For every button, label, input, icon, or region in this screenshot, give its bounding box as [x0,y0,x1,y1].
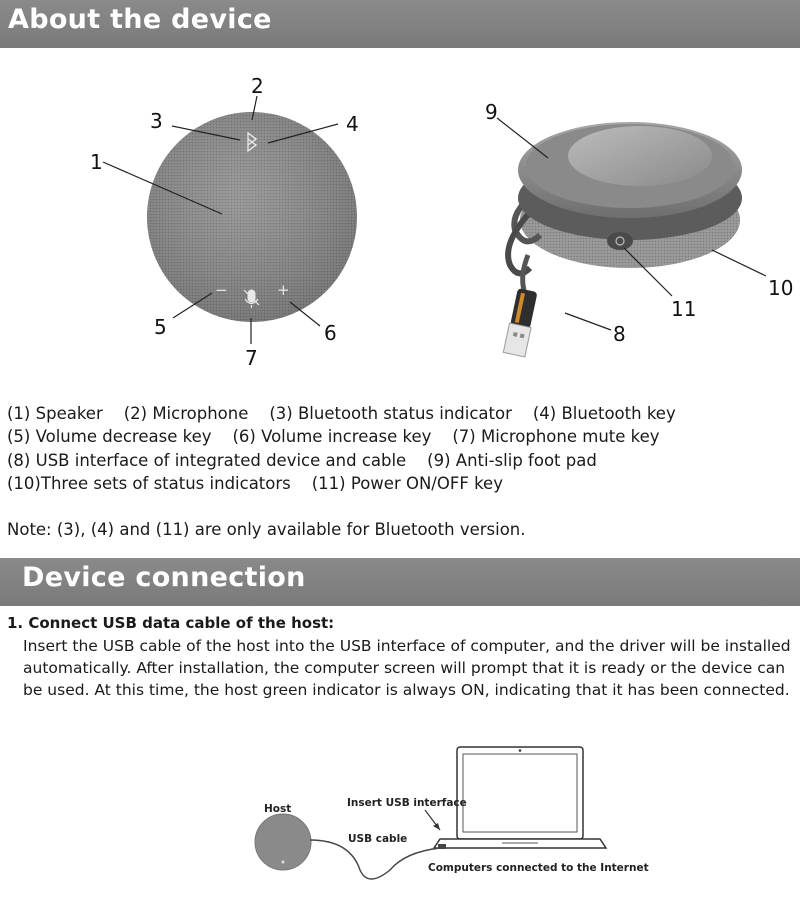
host-label: Host [264,803,292,815]
callout-3: 3 [150,109,163,133]
callout-6: 6 [324,321,337,345]
callout-10: 10 [768,276,794,300]
callout-2: 2 [251,74,264,98]
callout-5: 5 [154,315,167,339]
insert-usb-label: Insert USB interface [347,797,467,809]
step1-title: 1. Connect USB data cable of the host: [7,614,335,632]
usb-cable-label: USB cable [348,833,408,845]
legend-line-1: (1) Speaker (2) Microphone (3) Bluetooth status indicator (4) Bluetooth key [7,404,676,423]
callout-8: 8 [613,322,626,346]
device-connection-header [0,558,800,606]
step1-line-2: automatically. After installation, the computer screen will prompt that it is ready or the device can [23,659,786,677]
computer-label: Computers connected to the Internet [428,862,649,874]
volume-plus-symbol: + [277,281,290,299]
about-device-title: About the device [8,4,272,35]
callout-4: 4 [346,112,359,136]
volume-minus-symbol: − [215,281,228,299]
callout-1: 1 [90,150,103,174]
callout-9: 9 [485,100,498,124]
callout-7: 7 [245,346,258,370]
side-callout-lines [0,0,800,380]
legend-line-3: (8) USB interface of integrated device and cable (9) Anti-slip foot pad [7,451,597,470]
host-device-icon [255,814,311,870]
legend-line-2: (5) Volume decrease key (6) Volume increase key (7) Microphone mute key [7,427,660,446]
legend-line-4: (10)Three sets of status indicators (11) Power ON/OFF key [7,474,503,493]
step1-line-1: Insert the USB cable of the host into the USB interface of computer, and the driver will be installed [23,637,791,655]
step1-line-3: be used. At this time, the host green indicator is always ON, indicating that it has been connected. [23,681,790,699]
callout-11: 11 [671,297,697,321]
bluetooth-note: Note: (3), (4) and (11) are only available for Bluetooth version. [7,520,526,539]
device-connection-title: Device connection [22,562,306,593]
